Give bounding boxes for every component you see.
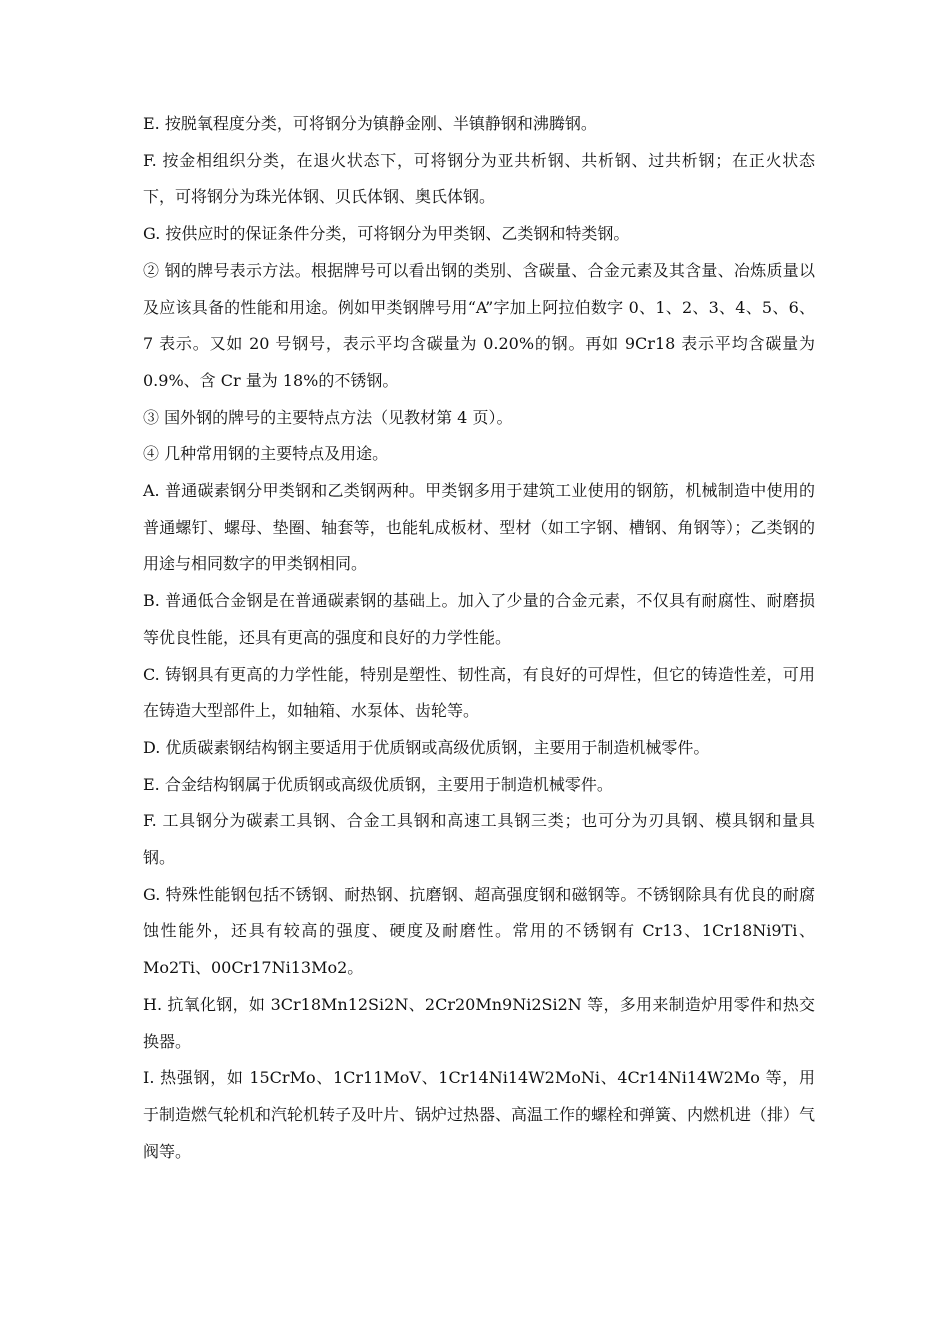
paragraph-c-cast-steel: C. 铸钢具有更高的力学性能，特别是塑性、韧性高，有良好的可焊性，但它的铸造性差，可用在铸造大型部件上，如轴箱、水泵体、齿轮等。 — [143, 664, 815, 721]
document-body — [143, 106, 815, 1170]
paragraph-b-low-alloy-steel: B. 普通低合金钢是在普通碳素钢的基础上。加入了少量的合金元素，不仅具有耐腐性、耐磨损等优良性能，还具有更高的强度和良好的力学性能。 — [143, 591, 815, 647]
paragraph-e-alloy-structural-steel: E. 合金结构钢属于优质钢或高级优质钢，主要用于制造机械零件。 — [143, 774, 613, 794]
paragraph-h-oxidation-resistant-steel: H. 抗氧化钢，如 3Cr18Mn12Si2N、2Cr20Mn9Ni2Si2N 等，多用来制造炉用零件和热交换器。 — [143, 994, 815, 1051]
paragraph-e-deoxidation: E. 按脱氧程度分类，可将钢分为镇静金刚、半镇静钢和沸腾钢。 — [143, 114, 597, 133]
paragraph-g-supply-conditions: G. 按供应时的保证条件分类，可将钢分为甲类钢、乙类钢和特类钢。 — [143, 224, 630, 244]
paragraph-g-special-steel: G. 特殊性能钢包括不锈钢、耐热钢、抗磨钢、超高强度钢和磁钢等。不锈钢除具有优良的耐腐蚀性能外，还具有较高的强度、硬度及耐磨性。常用的不锈钢有 Cr13、1Cr18Ni9Ti、Mo2Ti、00Cr17Ni13Mo2。 — [143, 884, 815, 978]
paragraph-foreign-steel-grades: ③ 国外钢的牌号的主要特点方法（见教材第 4 页）。 — [143, 407, 513, 427]
paragraph-f-tool-steel: F. 工具钢分为碳素工具钢、合金工具钢和高速工具钢三类；也可分为刃具钢、模具钢和量具钢。 — [143, 811, 815, 868]
paragraph-common-steels-heading: ④ 几种常用钢的主要特点及用途。 — [143, 444, 389, 464]
paragraph-steel-grade-notation: ② 钢的牌号表示方法。根据牌号可以看出钢的类别、含碳量、合金元素及其含量、冶炼质量以及应该具备的性能和用途。例如甲类钢牌号用“A”字加上阿拉伯数字 0、1、2、3、4、5、6、7 表示。又如 20 号钢号，表示平均含碳量为 0.20%的钢。再如 9Cr18 表示平均含碳量为 0.9%、含 Cr 量为 18%的不锈钢。 — [143, 260, 815, 390]
paragraph-d-quality-carbon-steel: D. 优质碳素钢结构钢主要适用于优质钢或高级优质钢，主要用于制造机械零件。 — [143, 737, 710, 757]
paragraph-a-carbon-steel: A. 普通碳素钢分甲类钢和乙类钢两种。甲类钢多用于建筑工业使用的钢筋，机械制造中使用的普通螺钉、螺母、垫圈、轴套等，也能轧成板材、型材（如工字钢、槽钢、角钢等）；乙类钢的用途与相同数字的甲类钢相同。 — [143, 481, 815, 574]
paragraph-f-metallographic: F. 按金相组织分类，在退火状态下，可将钢分为亚共析钢、共析钢、过共析钢；在正火状态下，可将钢分为珠光体钢、贝氏体钢、奥氏体钢。 — [143, 150, 815, 207]
paragraph-i-heat-resistant-steel: I. 热强钢，如 15CrMo、1Cr11MoV、1Cr14Ni14W2MoNi、4Cr14Ni14W2Mo 等，用于制造燃气轮机和汽轮机转子及叶片、锅炉过热器、高温工作的螺栓和弹簧、内燃机进（排）气阀等。 — [143, 1068, 816, 1161]
